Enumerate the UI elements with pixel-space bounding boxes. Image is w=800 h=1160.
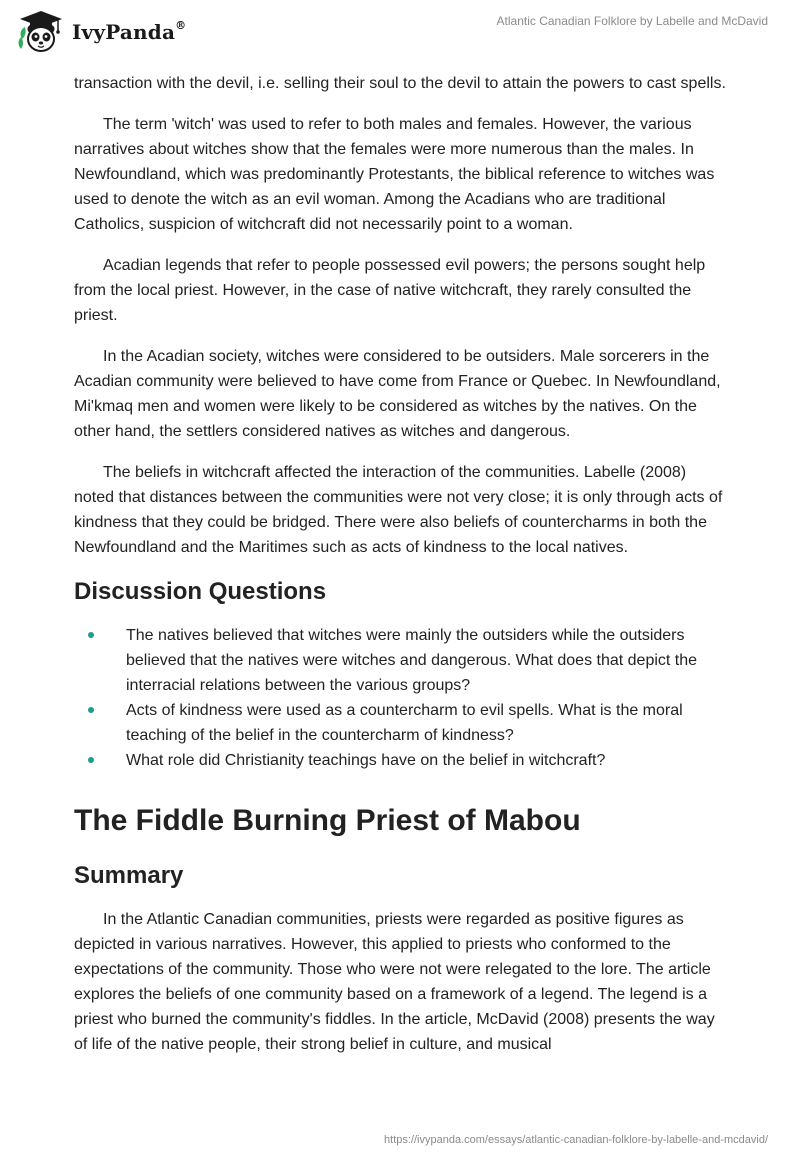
list-item <box>74 748 730 773</box>
paragraph-acadian-society: In the Acadian society, witches were considered to be outsiders. Male sorcerers in the Acadian community were believed to have come from France or Quebec. In Newfoundland, Mi'kmaq men and women were likely to be considered as witches by the natives. On the other hand, the settlers considered natives as witches and dangerous. <box>74 348 721 440</box>
ivypanda-logo[interactable] <box>16 8 186 56</box>
summary-heading: Summary <box>74 862 184 889</box>
list-item <box>74 698 730 748</box>
page-header <box>0 0 800 64</box>
source-url[interactable]: https://ivypanda.com/essays/atlantic-canadian-folklore-by-labelle-and-mcdavid/ <box>384 1134 768 1146</box>
paragraph-continuation: transaction with the devil, i.e. selling their soul to the devil to attain the powers to cast spells. <box>74 75 726 92</box>
discussion-questions-heading: Discussion Questions <box>74 578 327 605</box>
bullet-icon <box>88 632 94 638</box>
paragraph-acadian-legends: Acadian legends that refer to people possessed evil powers; the persons sought help from the local priest. However, in the case of native witchcraft, they rarely consulted the priest. <box>74 257 706 324</box>
question-text: Acts of kindness were used as a countercharm to evil spells. What is the moral teaching of the belief in the countercharm of kindness? <box>126 702 683 744</box>
question-text: The natives believed that witches were mainly the outsiders while the outsiders believed that the natives were witches and dangerous. What does that depict the interracial relations between the various groups? <box>126 627 698 694</box>
paragraph-witch-term: The term 'witch' was used to refer to both males and females. However, the various narratives about witches show that the females were more numerous than the males. In Newfoundland, which was predominantly Protestants, the biblical reference to witches was used to denote the witch as an evil woman. Among the Acadians who are traditional Catholics, suspicion of witchcraft did not necessarily point to a woman. <box>74 116 715 233</box>
paragraph-beliefs-interaction: The beliefs in witchcraft affected the interaction of the communities. Labelle (2008) noted that distances between the communities were not very close; it is only through acts of kindness that they could be bridged. There were also beliefs of countercharms in both the Newfoundland and the Maritimes such as acts of kindness to the local natives. <box>74 464 723 556</box>
bullet-icon <box>88 757 94 763</box>
paragraph-summary: In the Atlantic Canadian communities, priests were regarded as positive figures as depicted in various narratives. However, this applied to priests who conformed to the expectations of the community. Those who were not were relegated to the lore. The article explores the beliefs of one community based on a framework of a legend. The legend is a priest who burned the community's fiddles. In the article, McDavid (2008) presents the way of life of the native people, their strong belief in culture, and musical <box>74 911 715 1053</box>
document-title: Atlantic Canadian Folklore by Labelle and McDavid <box>496 14 768 28</box>
question-text: What role did Christianity teachings have on the belief in witchcraft? <box>126 752 606 769</box>
discussion-questions-list <box>74 623 730 773</box>
essay-content <box>74 71 730 1073</box>
section-title: The Fiddle Burning Priest of Mabou <box>74 804 581 837</box>
panda-graduate-icon <box>16 9 66 55</box>
bullet-icon <box>88 707 94 713</box>
list-item <box>74 623 730 698</box>
logo-wordmark: IvyPanda® <box>72 19 187 44</box>
